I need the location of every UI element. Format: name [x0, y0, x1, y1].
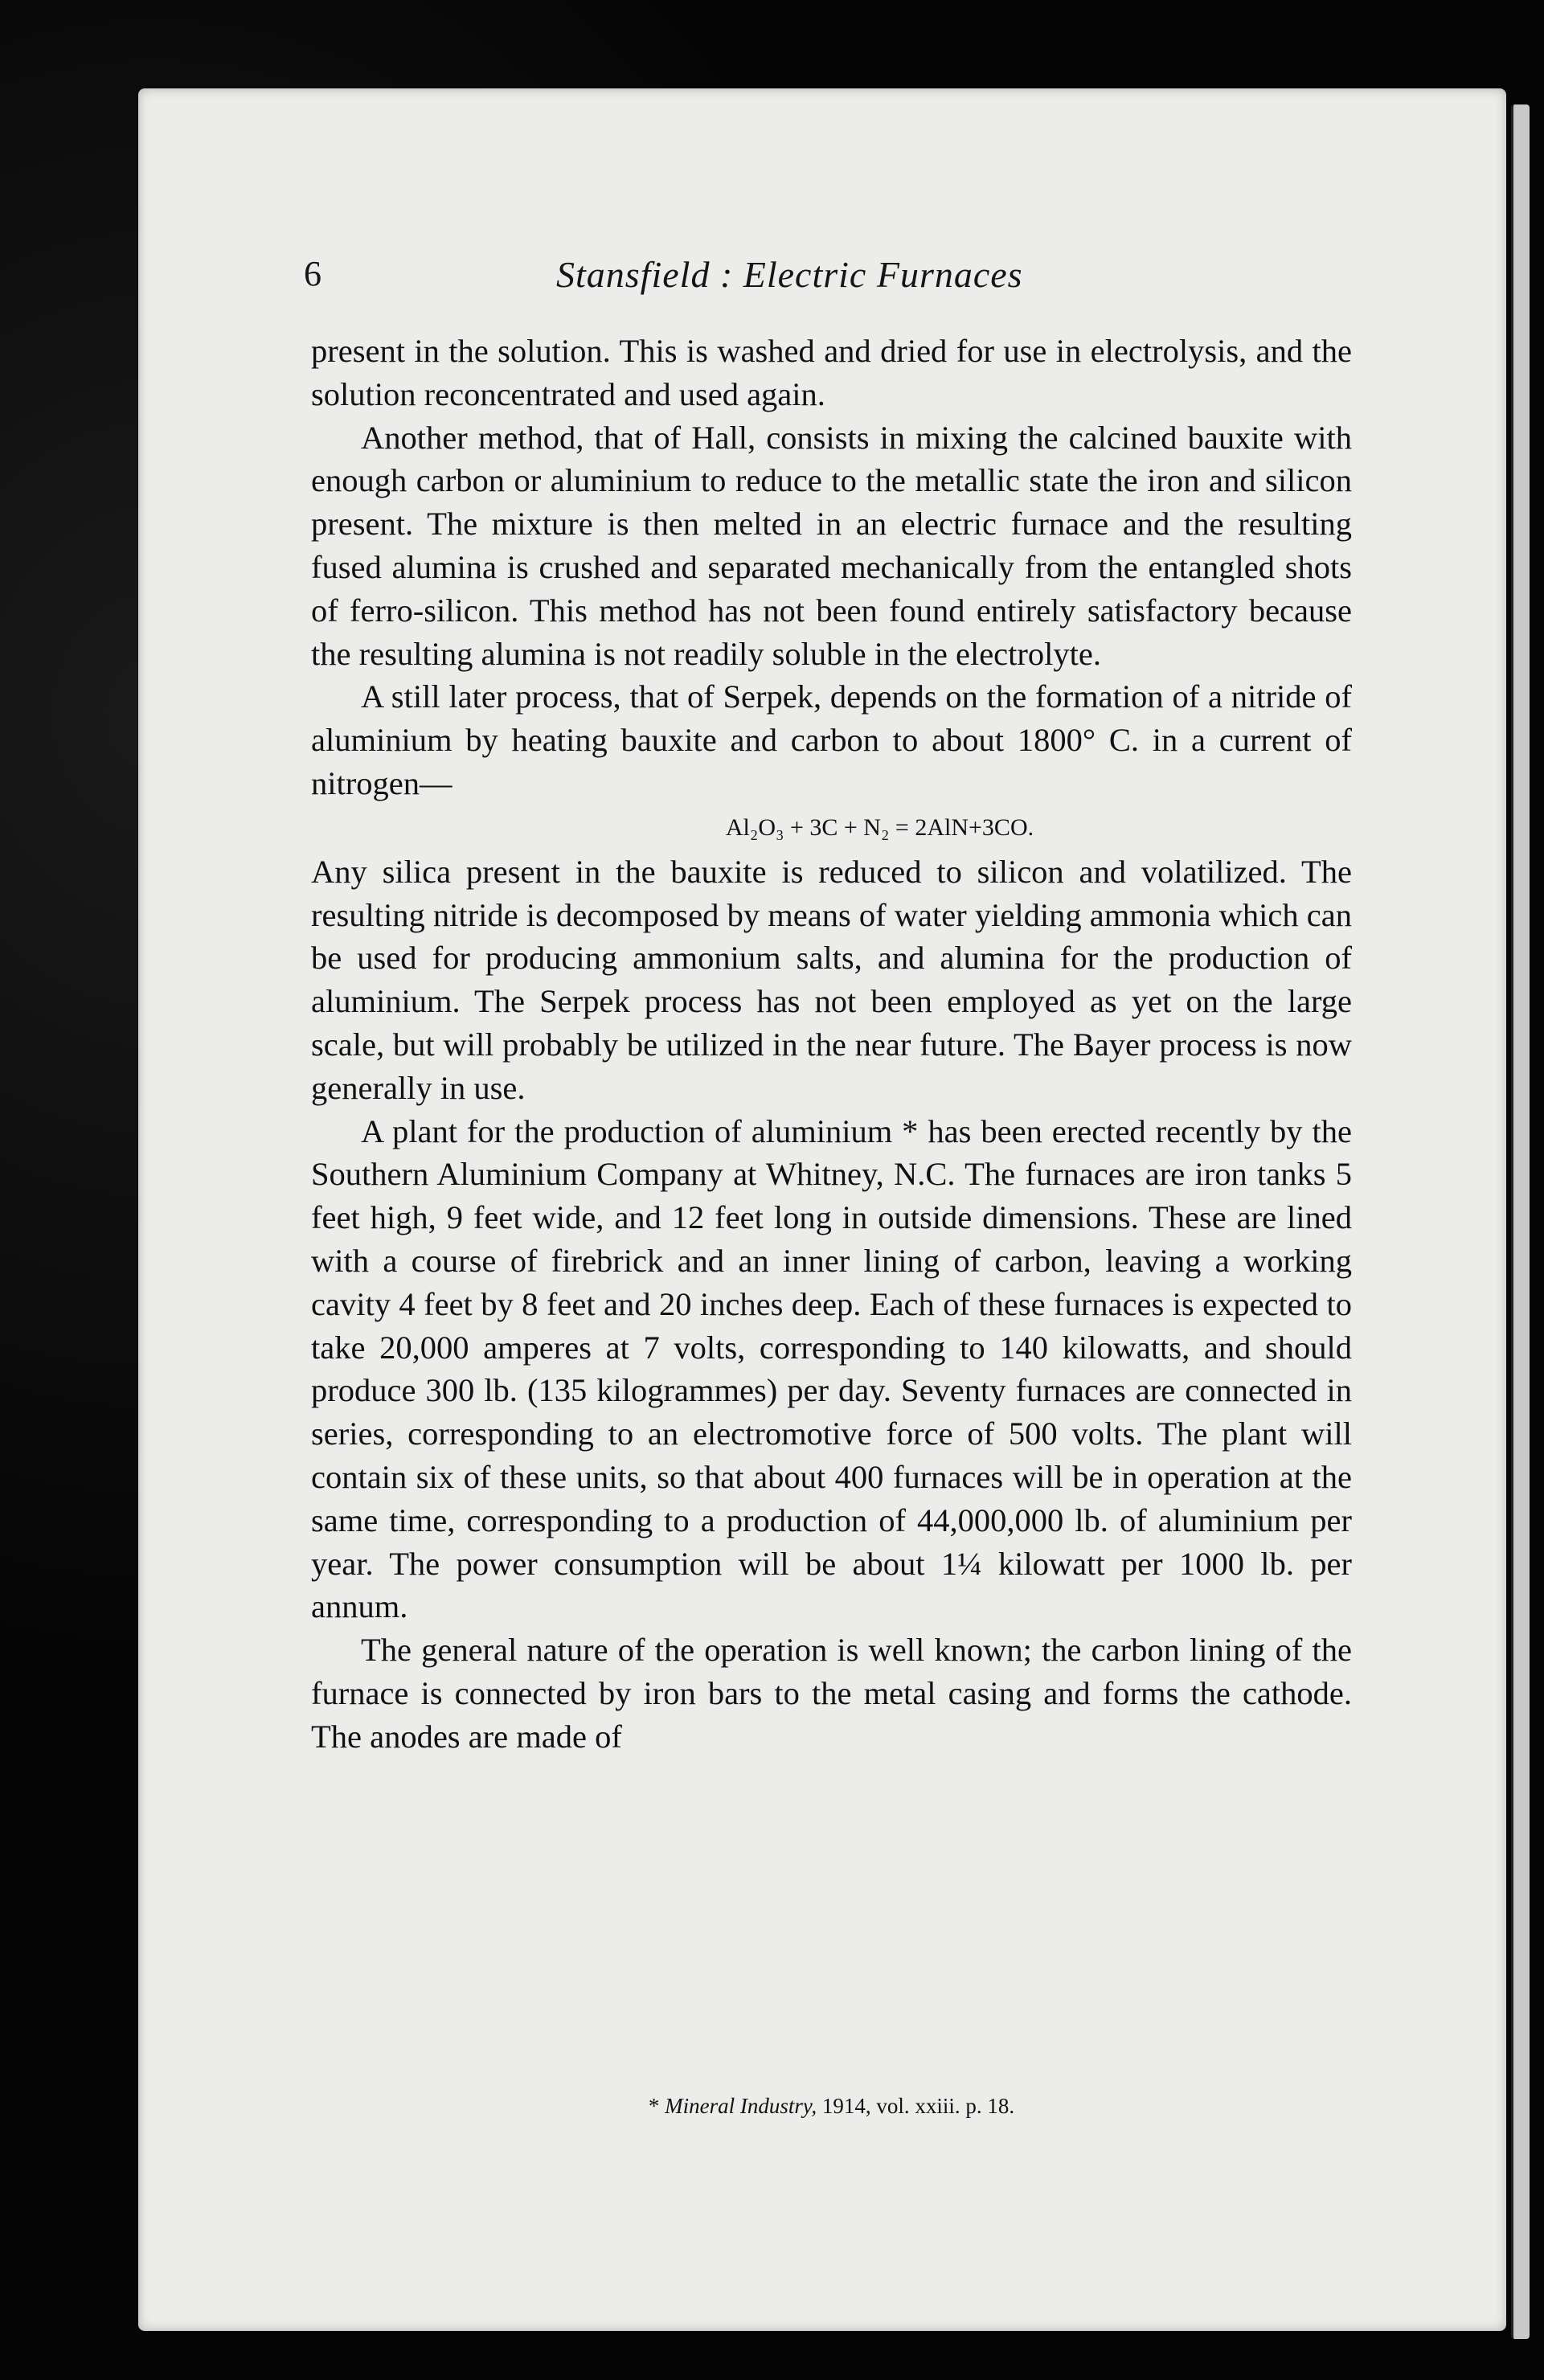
footnote-journal: Mineral Industry, [665, 2094, 817, 2118]
adjacent-page-edge [1511, 104, 1530, 2339]
paragraph: A plant for the production of aluminium * has been erected recently by the Southern Aluminium Company at Whitney, N.C. The furnaces are iron tanks 5 feet high, 9 feet wide, and 12 feet long in outside dimensions. These are lined with a course of firebrick and an inner lining of carbon, leaving a working cavity 4 feet by 8 feet and 20 inches deep. Each of these furnaces is expected to take 20,000 amperes at 7 volts, corresponding to 140 kilowatts, and should produce 300 lb. (135 kilogrammes) per day. Seventy furnaces are connected in series, corresponding to an electromotive force of 500 volts. The plant will contain six of these units, so that about 400 furnaces will be in operation at the same time, corresponding to a production of 44,000,000 lb. of aluminium per year. The power consumption will be about 1¼ kilowatt per 1000 lb. per annum. [311, 1112, 1352, 1625]
footnote [311, 2094, 1352, 2119]
body-text [311, 330, 1352, 1759]
paragraph: Any silica present in the bauxite is reduced to silicon and volatilized. The resulting nitride is decomposed by means of water yielding ammonia which can be used for producing ammonium salts, and alumina for the production of aluminium. The Serpek process has not been employed as yet on the large scale, but will probably be utilized in the near future. The Bayer process is now generally in use. [311, 853, 1352, 1106]
paragraph: A still later process, that of Serpek, depends on the formation of a nitride of aluminium by heating bauxite and carbon to about 1800° C. in a current of nitrogen— [311, 678, 1352, 801]
footnote-citation: 1914, vol. xxiii. p. 18. [821, 2094, 1015, 2118]
book-page [138, 88, 1506, 2331]
chemical-equation: Al₂O₃ + 3C + N₂ = 2AlN+3CO. [725, 813, 1034, 841]
paragraph: Another method, that of Hall, consists in mixing the calcined bauxite with enough carbon or aluminium to reduce to the metallic state the iron and silicon present. The mixture is then melted in an electric furnace and the resulting fused alumina is crushed and separated mechanically from the entangled shots of ferro-silicon. This method has not been found entirely satisfactory because the resulting alumina is not readily soluble in the electrolyte. [311, 419, 1352, 672]
footnote-marker: * [648, 2094, 660, 2118]
running-title: Stansfield : Electric Furnaces [556, 254, 1023, 295]
paragraph: present in the solution. This is washed and dried for use in electrolysis, and the solution reconcentrated and used again. [311, 333, 1352, 412]
page-number: 6 [304, 254, 321, 293]
paragraph: The general nature of the operation is well known; the carbon lining of the furnace is connected by iron bars to the metal casing and forms the cathode. The anodes are made of [311, 1632, 1352, 1755]
page-header [138, 253, 1506, 309]
